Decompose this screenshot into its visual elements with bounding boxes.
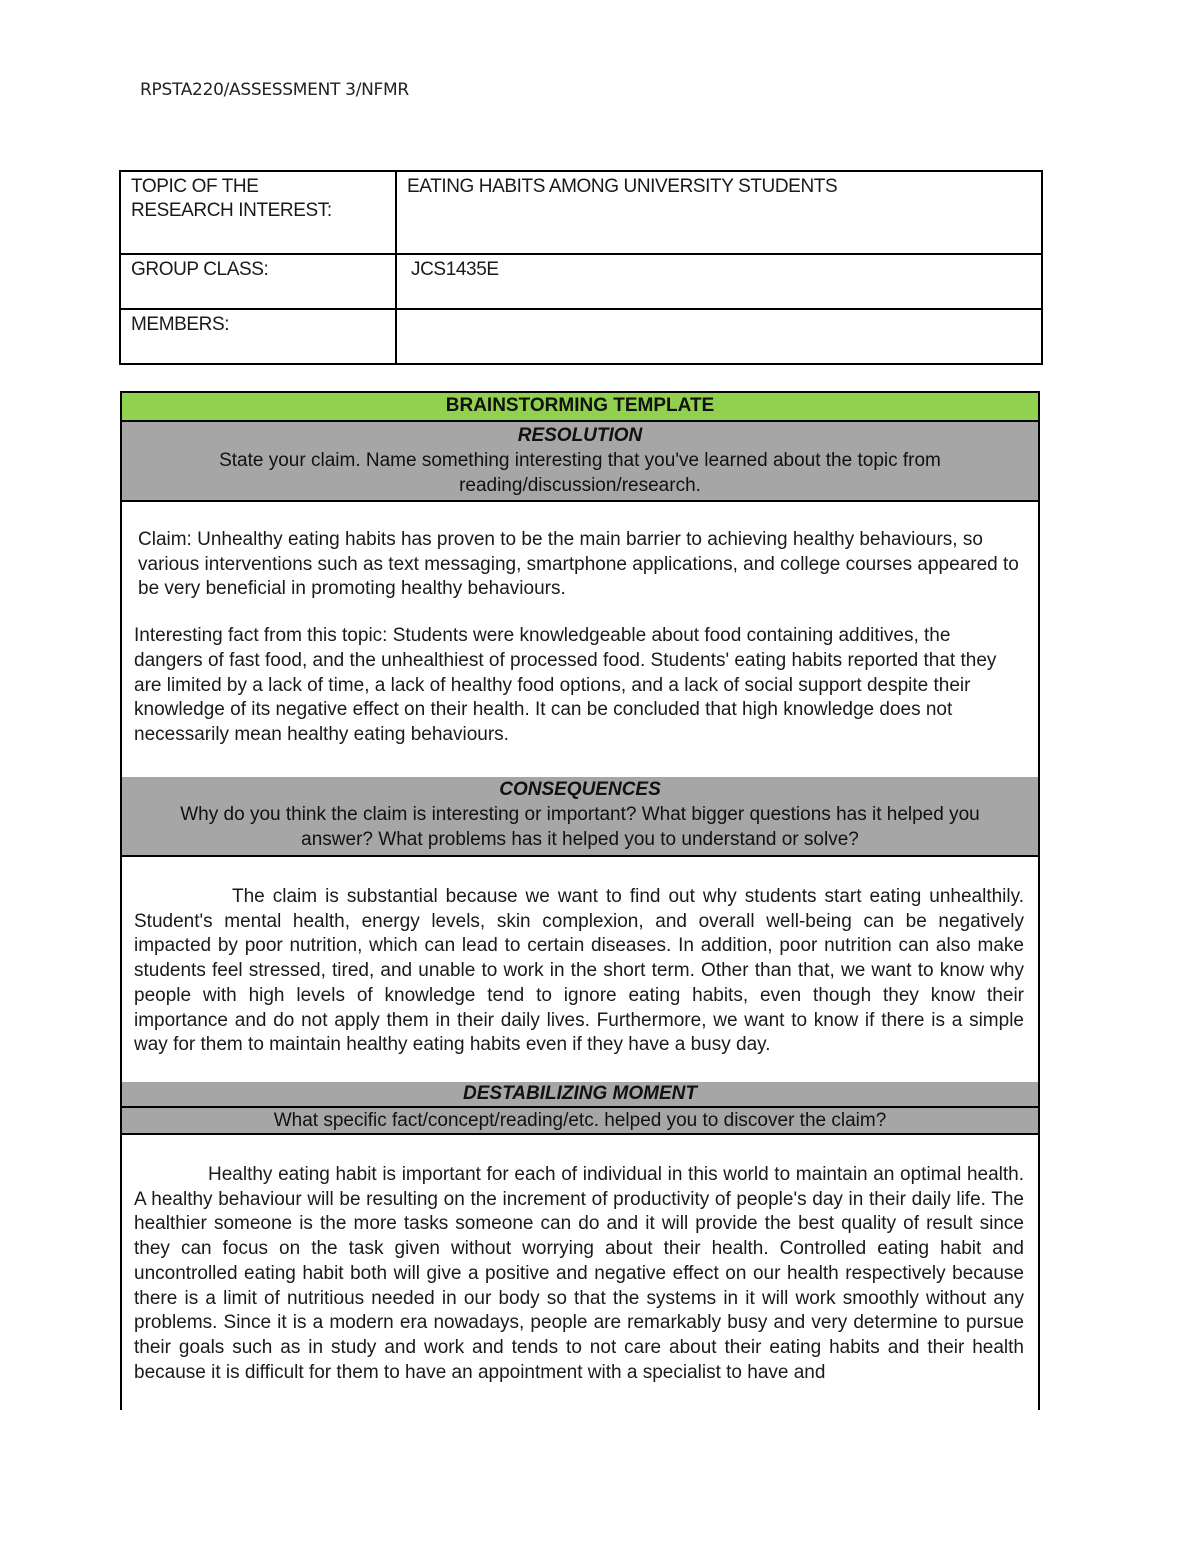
destabilizing-prompt: What specific fact/concept/reading/etc. helped you to discover the claim? — [273, 1110, 887, 1131]
resolution-title: RESOLUTION — [517, 425, 643, 446]
group-label: GROUP CLASS: — [120, 254, 396, 309]
topic-row — [120, 171, 1042, 254]
interesting-fact-text: Interesting fact from this topic: Students were knowledgeable about food containing additives, the dangers of fast food, and the unhealthiest of processed food. Students' eating habits reported that they are limited by a lack of time, a lack of healthy food options, and a lack of social support despite their knowledge of its negative effect on their health. It can be concluded that high knowledge does not necessarily mean healthy eating behaviours. — [134, 625, 997, 745]
consequences-answer — [122, 857, 1038, 1084]
resolution-prompt: State your claim. Name something interesting that you've learned about the topic from reading/discussion/research. — [219, 450, 941, 496]
destabilizing-header — [122, 1082, 1038, 1108]
members-row — [120, 309, 1042, 364]
topic-label: TOPIC OF THE RESEARCH INTEREST: — [120, 171, 396, 254]
group-row — [120, 254, 1042, 309]
info-table — [119, 170, 1043, 365]
claim-text: Claim: Unhealthy eating habits has proven to be the main barrier to achieving healthy behaviours, so various interventions such as text messaging, smartphone applications, and college courses appeared to be very beneficial in promoting healthy behaviours. — [138, 529, 1019, 600]
topic-value: EATING HABITS AMONG UNIVERSITY STUDENTS — [396, 171, 1042, 254]
group-value: JCS1435E — [396, 254, 1042, 309]
consequences-header — [122, 777, 1038, 857]
consequences-title: CONSEQUENCES — [499, 779, 661, 800]
resolution-answer — [122, 528, 1038, 779]
page-header: RPSTA220/ASSESSMENT 3/NFMR — [140, 80, 409, 100]
destabilizing-answer — [122, 1135, 1038, 1410]
destabilizing-prompt-row — [122, 1108, 1038, 1135]
destabilizing-title: DESTABILIZING MOMENT — [463, 1083, 697, 1104]
resolution-header — [122, 422, 1038, 502]
consequences-prompt: Why do you think the claim is interesting or important? What bigger questions has it helped you answer? What problems has it helped you to understand or solve? — [180, 804, 980, 850]
members-label: MEMBERS: — [120, 309, 396, 364]
template-title: BRAINSTORMING TEMPLATE — [122, 393, 1038, 422]
members-value — [396, 309, 1042, 364]
destabilizing-text: Healthy eating habit is important for each of individual in this world to maintain an optimal health. A healthy behaviour will be resulting on the increment of productivity of people's day in their daily life. The healthier someone is the more tasks someone can do and it will provide the best quality of result since they can focus on the task given without worrying about their health. Controlled eating habit and uncontrolled eating habit both will give a positive and negative effect on our health respectively because there is a limit of nutritious needed in our body so that the systems in it will work smoothly without any problems. Since it is a modern era nowadays, people are remarkably busy and very determine to pursue their goals such as in study and work and tends to not care about their eating habits and their health because it is difficult for them to have an appointment with a specialist to have and — [134, 1164, 1024, 1383]
brainstorming-template — [120, 391, 1040, 1410]
consequences-text: The claim is substantial because we want to find out why students start eating unhealthily. Student's mental health, energy levels, skin complexion, and overall well-being can be negatively impacted by poor nutrition, which can lead to certain diseases. In addition, poor nutrition can also make students feel stressed, tired, and unable to work in the short term. Other than that, we want to know why people with high levels of knowledge tend to ignore eating habits, even though they know their importance and do not apply them in their daily lives. Furthermore, we want to know if there is a simple way for them to maintain healthy eating habits even if they have a busy day. — [134, 886, 1024, 1056]
